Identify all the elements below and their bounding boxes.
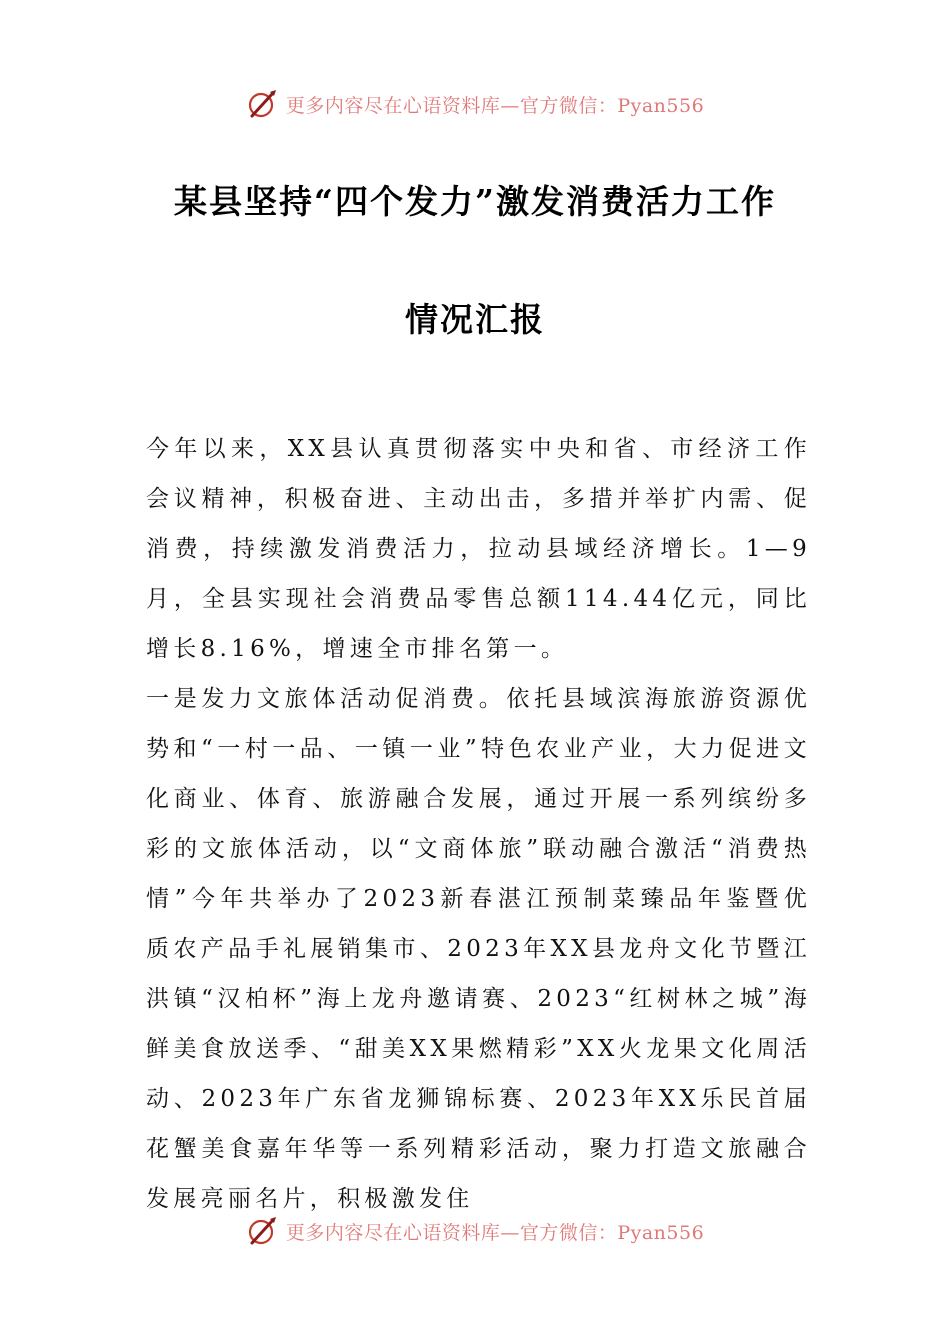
pen-circle-icon — [246, 87, 280, 121]
document-title-line1: 某县坚持“四个发力”激发消费活力工作 — [174, 182, 776, 221]
watermark-text: 更多内容尽在心语资料库—官方微信：Pyan556 — [285, 1221, 705, 1244]
section-one-paragraph: 一是发力文旅体活动促消费。依托县域滨海旅游资源优势和“一村一品、一镇一业”特色农业产业，大力促进文化商业、体育、旅游融合发展，通过开展一系列缤纷多彩的文旅体活动，以“文商体旅”联动融合激活“消费热情”今年共举办了2023新春湛江预制菜臻品年鉴暨优质农产品手礼展销集市、2023年XX县龙舟文化节暨江洪镇“汉柏杯”海上龙舟邀请赛、2023“红树林之城”海鲜美食放送季、“甜美XX果燃精彩”XX火龙果文化周活动、2023年广东省龙狮锦标赛、2023年XX乐民首届花蟹美食嘉年华等一系列精彩活动，聚力打造文旅融合发展亮丽名片，积极激发住 — [146, 686, 811, 1212]
document-body — [146, 424, 811, 1224]
header-watermark — [0, 84, 950, 124]
footer-watermark — [0, 1211, 950, 1251]
pen-circle-icon — [246, 1214, 280, 1248]
watermark-text: 更多内容尽在心语资料库—官方微信：Pyan556 — [285, 94, 705, 117]
intro-paragraph: 今年以来，XX县认真贯彻落实中央和省、市经济工作会议精神，积极奋进、主动出击，多措并举扩内需、促消费，持续激发消费活力，拉动县域经济增长。1—9月，全县实现社会消费品零售总额114.44亿元，同比增长8.16%，增速全市排名第一。 — [146, 436, 811, 662]
document-title-line2: 情况汇报 — [405, 300, 545, 339]
